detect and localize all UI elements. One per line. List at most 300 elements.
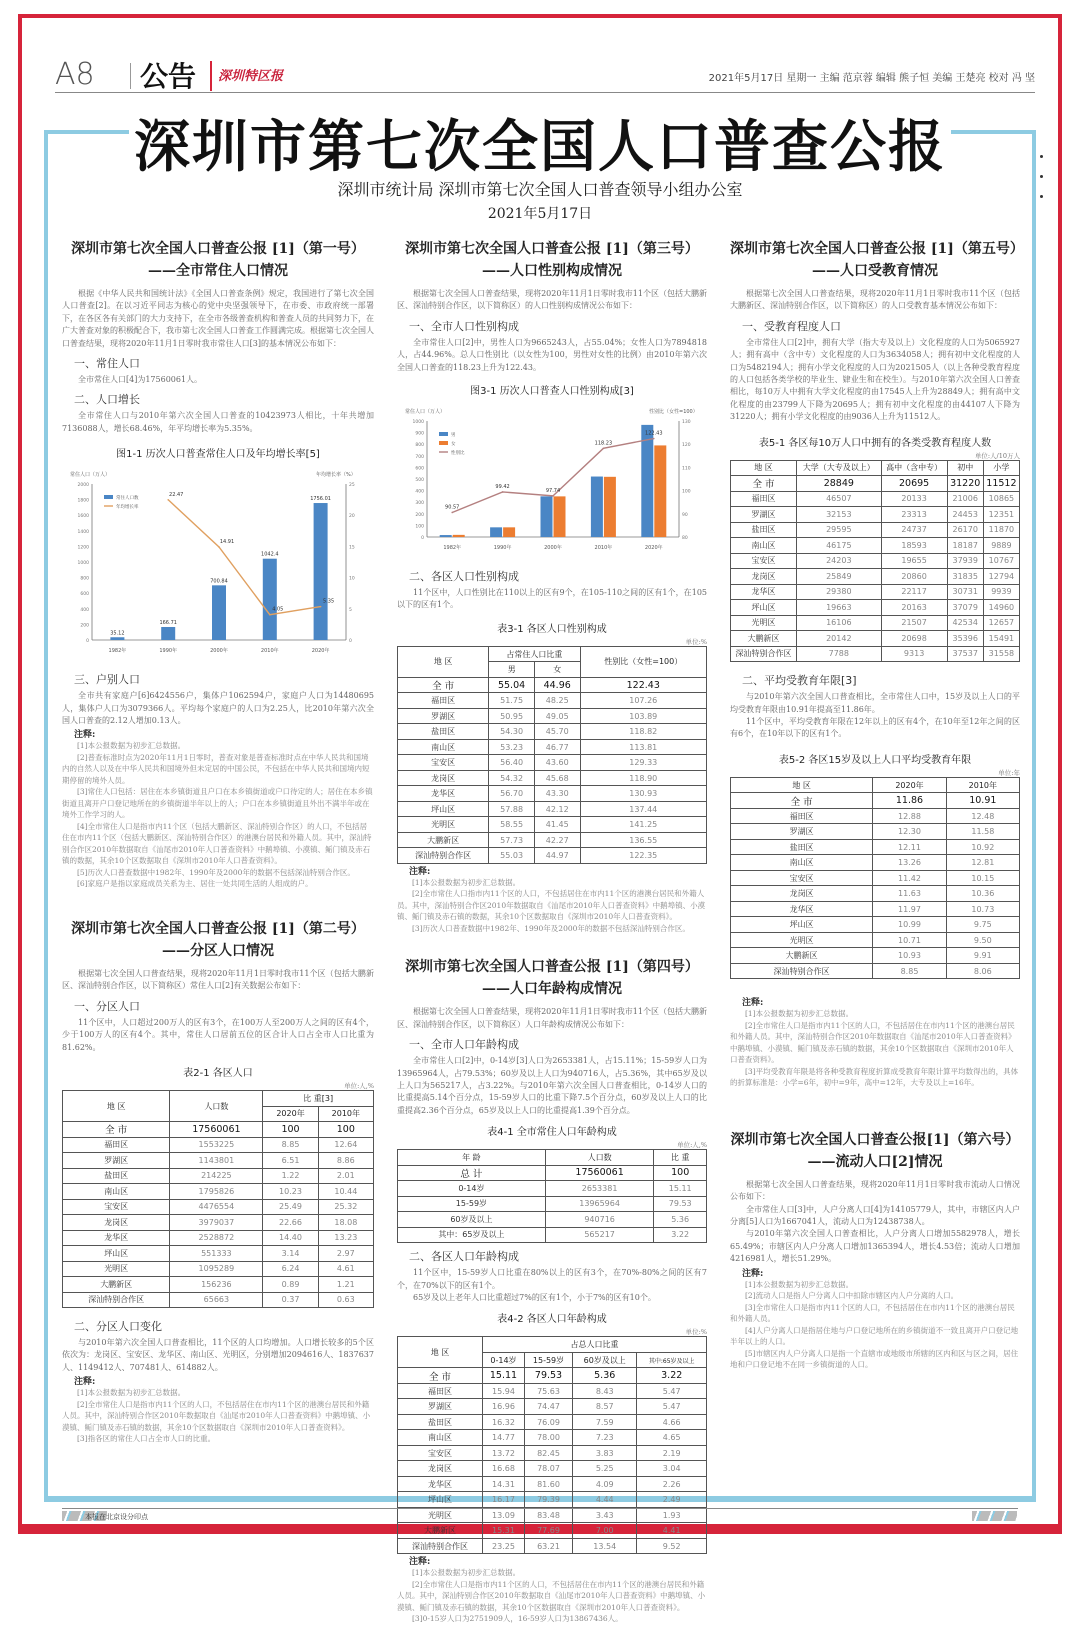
paragraph: 与2010年第六次全国人口普查相比，人户分离人口增加5582978人，增长65.49%；市辖区内人户分离人口增加1365394人，增长4.53倍；流动人口增加4216981人，增长51.29%。 [730, 1229, 1020, 1264]
column-header: 地 区 [398, 1337, 483, 1368]
bulletin-title: 深圳市第七次全国人口普查公报 [1]（第三号） [405, 241, 699, 257]
notes-heading: 注释: [74, 730, 96, 741]
line-point [502, 491, 504, 493]
table-cell: 7.59 [573, 1414, 637, 1430]
table-cell: 42.27 [534, 832, 580, 848]
line-data-label: 99.42 [495, 483, 510, 490]
bulletin-subtitle: ——人口性别构成情况 [482, 263, 622, 279]
bulletin-title: 深圳市第七次全国人口普查公报 [1]（第二号） [71, 920, 365, 937]
bulletin-2 [62, 918, 374, 1445]
table-cell: 8.85 [873, 963, 946, 979]
y2-axis-label: 年均增长率（%） [316, 472, 356, 479]
table-row [731, 553, 1020, 569]
bulletin-title: 深圳市第七次全国人口普查公报 [1]（第四号） [405, 959, 699, 976]
table-cell: 28849 [797, 476, 882, 492]
table-row [398, 1445, 707, 1461]
column-header: 15-59岁 [524, 1352, 572, 1368]
y-axis-label: 常住人口（万人） [405, 409, 446, 416]
table-cell: 0.37 [263, 1292, 318, 1308]
row-label: 15-59岁 [398, 1196, 546, 1212]
table-cell: 15.11 [654, 1181, 707, 1197]
table-cell: 1.21 [318, 1277, 373, 1293]
table-cell: 9313 [881, 646, 947, 662]
paragraph: 与2010年第六次全国人口普查相比，11个区的人口均增加。人口增长较多的5个区依次为：龙岗区、宝安区、龙华区、南山区、光明区，分别增加2094616人、1837637人、1149412人、707481人、614882人。 [62, 1338, 374, 1372]
table-cell: 136.55 [580, 832, 706, 848]
row-label: 全 市 [731, 476, 797, 492]
column-header: 60岁及以上 [573, 1352, 637, 1368]
table-cell: 129.33 [580, 755, 706, 771]
note: [2]全市常住人口是指市内11个区的人口，不包括居住在市内11个区的港澳台居民和外籍人员。其中，深汕特别合作区2010年数据取自《汕尾市2010年人口普查资料》中鹅埠镇、小漠镇、鲘门镇及赤石镇的数据，其余10个区数据取自《深圳市2010年人口普查资料》。 [730, 1020, 1016, 1065]
column-header: 初中 [947, 460, 983, 476]
bulletin-subtitle: ——人口年龄构成情况 [482, 981, 622, 998]
note: [2]全市常住人口指市内11个区的人口，不包括居住在市内11个区的港澳台居民和外籍人员。其中，深汕特别合作区2010年数据取自《汕尾市2010年人口普查资料》中鹅埠镇、小漠镇、鲘门镇及赤石镇的数据，其余10个区数据取自《深圳市2010年人口普查资料》。 [397, 889, 706, 922]
y-tick-label: 1400 [77, 530, 89, 536]
y-tick-label: 0 [86, 639, 89, 645]
margin-dot [1040, 175, 1043, 178]
table-caption: 表2-1 各区人口 [183, 1068, 253, 1079]
table-row [63, 1168, 374, 1184]
footer-text: 本报在北京设分印点 [85, 1513, 148, 1521]
table-cell: 113.81 [580, 739, 706, 755]
table-cell: 7.00 [573, 1523, 637, 1539]
table-cell: 12351 [983, 507, 1019, 523]
section-heading: 二、各区人口年龄构成 [409, 1250, 519, 1264]
legend-swatch [439, 441, 448, 445]
table-cell: 45.68 [534, 770, 580, 786]
margin-dot [1040, 155, 1043, 158]
table-cell: 10767 [983, 553, 1019, 569]
table-row [63, 1215, 374, 1231]
y-tick-label: 1000 [77, 561, 89, 567]
table-district-population [62, 1090, 374, 1308]
paragraph: 全市常住人口与2010年第六次全国人口普查的10423973人相比，十年共增加7136088人，增长68.46%，年平均增长率为5.35%。 [62, 411, 374, 433]
row-label: 福田区 [398, 1383, 483, 1399]
table-row [731, 917, 1020, 933]
table-cell: 18593 [881, 538, 947, 554]
paragraph: 全市常住人口[3]中，人户分离人口[4]为14105779人，其中，市辖区内人户分离[5]人口为1667041人，流动人口为12438738人。 [730, 1204, 1020, 1226]
publish-date: 2021年5月17日 [487, 206, 593, 222]
table-cell: 23.25 [482, 1538, 524, 1554]
table-cell: 8.57 [573, 1399, 637, 1415]
row-label: 龙岗区 [63, 1215, 170, 1231]
table-row [398, 1165, 707, 1181]
table-cell: 54.32 [489, 770, 535, 786]
row-label: 坪山区 [731, 917, 873, 933]
note: [2]普查标准时点为2020年11月1日零时，普查对象是普查标准时点在中华人民共和国境内的自然人以及在中华人民共和国境外但未定居的中国公民，不包括在中华人民共和国境内短期停留的境外人员。 [62, 752, 370, 785]
table-body [398, 677, 707, 863]
table-cell: 2.19 [637, 1445, 707, 1461]
row-label: 龙华区 [731, 584, 797, 600]
line-point [269, 614, 271, 616]
series-line [452, 439, 654, 513]
row-label: 盐田区 [398, 724, 489, 740]
table-row [398, 1476, 707, 1492]
column-header: 0-14岁 [482, 1352, 524, 1368]
table-cell: 76.09 [524, 1414, 572, 1430]
y2-tick-label: 0 [349, 639, 352, 645]
section-heading: 二、分区人口变化 [74, 1320, 162, 1333]
footer-rule [62, 1508, 1018, 1509]
row-label: 坪山区 [63, 1246, 170, 1262]
column-header: 比 重 [654, 1150, 707, 1166]
table-cell: 56.70 [489, 786, 535, 802]
bulletin-intro: 根据第七次全国人口普查结果，现将2020年11月1日零时我市11个区（包括大鹏新区、深汕特别合作区，以下简称区）人口年龄构成情况公布如下： [397, 1007, 707, 1029]
table-sex-composition [397, 646, 707, 864]
column-header: 男 [489, 662, 535, 678]
header-red-divider [210, 61, 212, 91]
table-row [398, 724, 707, 740]
note: [1]本公报数据为初步汇总数据。 [412, 877, 521, 887]
table-row [398, 708, 707, 724]
table-cell: 1143801 [170, 1153, 263, 1169]
y-tick-label: 400 [80, 608, 89, 614]
table-cell: 8.06 [946, 963, 1019, 979]
table-row [63, 1292, 374, 1308]
table-row [398, 848, 707, 864]
section-heading: 一、全市人口性别构成 [409, 319, 519, 333]
table-row [63, 1246, 374, 1262]
table-cell: 2528872 [170, 1230, 263, 1246]
notes-heading: 注释: [409, 866, 431, 877]
footer-stripe-right [972, 1511, 1017, 1521]
table-cell: 31220 [947, 476, 983, 492]
table-row [398, 801, 707, 817]
table-cell: 0.89 [263, 1277, 318, 1293]
bar [263, 559, 277, 640]
row-label: 罗湖区 [63, 1153, 170, 1169]
y2-tick-label: 15 [349, 545, 355, 551]
line-point [320, 606, 322, 608]
bar [440, 535, 452, 537]
table-cell: 20163 [881, 600, 947, 616]
table-cell: 41.45 [534, 817, 580, 833]
row-label: 南山区 [398, 1430, 483, 1446]
table-row [731, 932, 1020, 948]
table-cell: 24453 [947, 507, 983, 523]
row-label: 盐田区 [63, 1168, 170, 1184]
table-cell: 16.32 [482, 1414, 524, 1430]
y-tick-label: 200 [415, 512, 424, 518]
table-cell: 82.45 [524, 1445, 572, 1461]
table-cell: 37537 [947, 646, 983, 662]
column-header: 地 区 [398, 646, 489, 677]
note: [1]本公报数据为初步汇总数据。 [412, 1568, 521, 1578]
chart-population-growth [62, 462, 374, 662]
chart-sex-composition [397, 399, 707, 559]
row-label: 龙华区 [63, 1230, 170, 1246]
table-cell: 1.93 [637, 1507, 707, 1523]
paragraph: 11个区中，人口性别比在110以上的区有9个，在105-110之间的区有1个，在105以下的区有1个。 [397, 588, 707, 610]
paragraph: 11个区中，15-59岁人口比重在80%以上的区有3个，在70%-80%之间的区有7个，在70%以下的区有1个。 [397, 1268, 707, 1290]
section-heading: 二、各区人口性别构成 [409, 570, 519, 584]
line-point [167, 499, 169, 501]
table-cell: 5.47 [637, 1399, 707, 1415]
issuer: 深圳市统计局 深圳市第七次全国人口普查领导小组办公室 [337, 180, 743, 199]
table-cell: 46.77 [534, 739, 580, 755]
table-cell: 8.86 [318, 1153, 373, 1169]
table-cell: 10.93 [873, 948, 946, 964]
note: [3]平均受教育年限是将各种受教育程度折算成受教育年限计算平均数得出的，具体的折算标准是：小学=6年，初中=9年，高中=12年，大专及以上=16年。 [730, 1066, 1019, 1088]
row-label: 总 计 [398, 1165, 546, 1181]
table-cell: 78.07 [524, 1461, 572, 1477]
table-row [398, 1212, 707, 1228]
table-cell: 4.41 [637, 1523, 707, 1539]
paragraph: 全市常住人口[2]中，男性人口为9665243人，占55.04%；女性人口为7894818人，占44.96%。总人口性别比（以女性为100，男性对女性的比例）由2010年第六次全国人口普查的118.23上升为122.43。 [397, 337, 707, 372]
table-cell: 14.31 [482, 1476, 524, 1492]
chart-caption: 图1-1 历次人口普查常住人口及年均增长率[5] [116, 449, 320, 461]
x-tick-label: 1990年 [159, 648, 178, 655]
table-cell: 46175 [797, 538, 882, 554]
y2-tick-label: 20 [349, 514, 355, 520]
bulletin-5 [730, 238, 1024, 1089]
table-cell: 13.09 [482, 1507, 524, 1523]
table-cell: 37079 [947, 600, 983, 616]
table-row [398, 739, 707, 755]
line-point [552, 495, 554, 497]
table-cell: 81.60 [524, 1476, 572, 1492]
table-cell: 4.44 [573, 1492, 637, 1508]
table-cell: 214225 [170, 1168, 263, 1184]
table-age-structure [397, 1149, 707, 1243]
table-row [398, 786, 707, 802]
notes-heading: 注释: [742, 1268, 764, 1279]
y-tick-label: 100 [415, 524, 424, 530]
column-middle [397, 238, 707, 1625]
paragraph: 全市共有家庭户[6]6424556户，集体户1062594户，家庭户人口为14480695人，集体户人口为3079366人。平均每个家庭户的人口为2.25人，比2010年第六次全国人口普查的2.12人增加0.13人。 [62, 691, 374, 726]
table-row [63, 1277, 374, 1293]
section-heading: 二、平均受教育年限[3] [742, 674, 857, 688]
table-cell: 4.66 [637, 1414, 707, 1430]
table-cell: 5.25 [573, 1461, 637, 1477]
table-row [398, 1492, 707, 1508]
row-label: 南山区 [731, 538, 797, 554]
table-cell: 16.96 [482, 1399, 524, 1415]
x-tick-label: 2010年 [594, 545, 613, 552]
table-cell: 15491 [983, 631, 1019, 647]
bulletin-1 [62, 238, 374, 890]
row-label: 深汕特别合作区 [398, 1538, 483, 1554]
table-cell: 53.23 [489, 739, 535, 755]
table-cell: 10.36 [946, 886, 1019, 902]
table-cell: 10.44 [318, 1184, 373, 1200]
table-cell: 37939 [947, 553, 983, 569]
table-cell: 17560061 [170, 1122, 263, 1138]
table-cell: 3.04 [637, 1461, 707, 1477]
table-cell: 31835 [947, 569, 983, 585]
table-cell: 48.25 [534, 693, 580, 709]
bulletin-intro: 根据第七次全国人口普查结果，现将2020年11月1日零时我市11个区（包括大鹏新区、深汕特别合作区，以下简称区）的人口受教育基本情况公布如下： [730, 289, 1020, 311]
bulletin-3 [397, 238, 707, 934]
table-cell: 6.24 [263, 1261, 318, 1277]
table-cell: 1.22 [263, 1168, 318, 1184]
chart-caption: 图3-1 历次人口普查人口性别构成[3] [470, 386, 634, 398]
column-header: 性别比（女性=100） [580, 646, 706, 677]
table-cell: 44.96 [534, 677, 580, 693]
table-cell: 12.64 [318, 1137, 373, 1153]
bar-data-label: 1042.4 [261, 551, 279, 558]
row-label: 光明区 [731, 932, 873, 948]
header-meta: 2021年5月17日 星期一 主编 范京蓉 编辑 熊子恒 美编 王楚亮 校对 冯 坚 [708, 73, 1035, 84]
paragraph: 根据第七次全国人口普查结果，现将2020年11月1日零时我市流动人口情况公布如下： [730, 1179, 1020, 1202]
y-tick-label: 1800 [77, 498, 89, 504]
column-header: 2010年 [318, 1106, 373, 1122]
paragraph: 11个区中，平均受教育年限在12年以上的区有4个，在10年至12年之间的区有6个，在10年以下的区有1个。 [730, 716, 1020, 739]
newspaper-logo: 深圳特区报 [218, 69, 284, 84]
table-row [398, 1227, 707, 1243]
notes-heading: 注释: [742, 998, 764, 1009]
table-cell: 11.63 [873, 886, 946, 902]
table-cell: 17560061 [545, 1165, 654, 1181]
bulletin-title: 深圳市第七次全国人口普查公报[1]（第六号） [730, 1131, 1020, 1148]
row-label: 0-14岁 [398, 1181, 546, 1197]
table-cell: 10.73 [946, 901, 1019, 917]
x-tick-label: 2020年 [644, 545, 663, 552]
legend-label: 女 [451, 442, 456, 448]
header-divider [130, 63, 131, 89]
table-cell: 3.83 [573, 1445, 637, 1461]
table-cell: 4.61 [318, 1261, 373, 1277]
column-header: 高中（含中专） [881, 460, 947, 476]
table-body [398, 1165, 707, 1243]
row-label: 深汕特别合作区 [731, 963, 873, 979]
row-label: 福田区 [63, 1137, 170, 1153]
row-label: 大鹏新区 [731, 948, 873, 964]
table-cell: 9.75 [946, 917, 1019, 933]
table-cell: 100 [654, 1165, 707, 1181]
legend-swatch [439, 432, 448, 436]
table-row [731, 569, 1020, 585]
table-row [731, 839, 1020, 855]
section-heading: 一、常住人口 [74, 357, 140, 371]
table-cell: 50.95 [489, 708, 535, 724]
table-cell: 20142 [797, 631, 882, 647]
table-district-age [397, 1336, 707, 1554]
table-cell: 130.93 [580, 786, 706, 802]
table-cell: 3.22 [654, 1227, 707, 1243]
column-header: 女 [534, 662, 580, 678]
y-tick-label: 700 [415, 454, 424, 460]
table-cell: 44.97 [534, 848, 580, 864]
column-header: 2020年 [873, 777, 946, 793]
table-cell: 12657 [983, 615, 1019, 631]
table-body [731, 476, 1020, 662]
table-cell: 24203 [797, 553, 882, 569]
table-cell: 1553225 [170, 1137, 263, 1153]
column-header: 占总人口比重 [482, 1337, 706, 1353]
row-label: 全 市 [398, 1368, 483, 1384]
table-cell: 14.40 [263, 1230, 318, 1246]
table-row [398, 770, 707, 786]
table-cell: 79.39 [524, 1492, 572, 1508]
row-label: 龙岗区 [398, 770, 489, 786]
section-name: 公告 [140, 60, 197, 93]
note: [1]本公报数据为初步汇总数据。 [745, 1009, 854, 1019]
table-cell: 21006 [947, 491, 983, 507]
table-cell: 15.94 [482, 1383, 524, 1399]
column-header: 小学 [983, 460, 1019, 476]
table-cell: 42.12 [534, 801, 580, 817]
row-label: 60岁及以上 [398, 1212, 546, 1228]
table-row [731, 538, 1020, 554]
table-cell: 11.58 [946, 824, 1019, 840]
table-cell: 78.00 [524, 1430, 572, 1446]
table-cell: 57.73 [489, 832, 535, 848]
column-header: 地 区 [731, 777, 873, 793]
table-cell: 10.71 [873, 932, 946, 948]
table-cell: 12794 [983, 569, 1019, 585]
table-cell: 11512 [983, 476, 1019, 492]
line-data-label: 14.91 [219, 539, 235, 546]
x-tick-label: 1982年 [108, 648, 127, 655]
row-label: 龙华区 [398, 786, 489, 802]
row-label: 深汕特别合作区 [398, 848, 489, 864]
bar [654, 445, 666, 537]
table-cell: 0.63 [318, 1292, 373, 1308]
table-row [63, 1153, 374, 1169]
bar [490, 527, 502, 537]
table-unit: 单位:% [685, 1328, 707, 1337]
row-label: 全 市 [731, 793, 873, 809]
table-cell: 20860 [881, 569, 947, 585]
bulletin-intro: 根据《中华人民共和国统计法》《全国人口普查条例》规定，我国进行了第七次全国人口普查[2]。在以习近平同志为核心的党中央坚强领导下，在市委、市政府统一部署下，在各区各有关部门的大力支持下，在全市各级普查机构和普查人员的共同努力下，在广大普查对象的积极配合下，我市第七次全国人口普查工作圆满完成。根据第七次全国人口普查结果，现将2020年11月1日零时我市常住人口[3]的基本情况公布如下： [62, 289, 374, 348]
paragraph: 全市常住人口[4]为17560061人。 [78, 375, 203, 385]
y-tick-label: 800 [415, 443, 424, 449]
row-label: 其中：65岁及以上 [398, 1227, 546, 1243]
table-row [398, 817, 707, 833]
table-unit: 单位:人,% [677, 1141, 707, 1150]
bar [554, 496, 566, 537]
table-cell: 55.04 [489, 677, 535, 693]
page-number: A8 [55, 57, 95, 92]
line-data-label: 118.23 [594, 440, 613, 447]
paragraph: 全市常住人口[2]中，0-14岁[3]人口为2653381人，占15.11%；15-59岁人口为13965964人，占79.53%；60岁及以上人口为940716人，占5.36%，其中65岁及以上人口为565217人，占3.22%。与2010年第六次全国人口普查相比，0-14岁人口的比重提高5.14个百分点，15-59岁人口的比重下降7.5个百分点，60岁及以上人口的比重提高2.36个百分点，65岁及以上人口的比重提高1.39个百分点。 [397, 1056, 707, 1115]
table-cell: 31558 [983, 646, 1019, 662]
row-label: 龙华区 [398, 1476, 483, 1492]
table-caption: 表5-2 各区15岁及以上人口平均受教育年限 [778, 754, 972, 766]
table-caption: 表4-1 全市常住人口年龄构成 [487, 1127, 617, 1139]
table-cell: 10.15 [946, 870, 1019, 886]
bar [591, 477, 603, 537]
table-cell: 49.05 [534, 708, 580, 724]
bulletin-title: 深圳市第七次全国人口普查公报 [1]（第一号） [71, 241, 365, 257]
table-cell: 26170 [947, 522, 983, 538]
y2-tick-label: 110 [682, 466, 691, 472]
table-cell: 20698 [881, 631, 947, 647]
line-point [653, 438, 655, 440]
table-cell: 11870 [983, 522, 1019, 538]
row-label: 宝安区 [398, 1445, 483, 1461]
table-row [398, 693, 707, 709]
table-cell: 2.97 [318, 1246, 373, 1262]
row-label: 南山区 [731, 855, 873, 871]
table-cell: 9889 [983, 538, 1019, 554]
note: [2]流动人口是指人户分离人口中扣除市辖区内人户分离的人口。 [745, 1291, 959, 1301]
bulletin-subtitle: ——分区人口情况 [162, 942, 274, 959]
table-cell: 9.50 [946, 932, 1019, 948]
note: [2]全市常住人口是指市内11个区的人口，不包括居住在市内11个区的港澳台居民和外籍人员。其中，深汕特别合作区2010年数据取自《汕尾市2010年人口普查资料》中鹅埠镇、小漠镇、鲘门镇及赤石镇的数据，其余10个区数据取自《深圳市2010年人口普查资料》。 [62, 1399, 371, 1432]
bulletin-intro: 根据第七次全国人口普查结果，现将2020年11月1日零时我市11个区（包括大鹏新区、深汕特别合作区，以下简称区）的人口性别构成情况公布如下： [397, 289, 707, 311]
bar-data-label: 166.71 [159, 620, 177, 627]
table-cell: 13.72 [482, 1445, 524, 1461]
table-cell: 11.42 [873, 870, 946, 886]
row-label: 龙岗区 [398, 1461, 483, 1477]
y2-tick-label: 80 [682, 536, 688, 542]
row-label: 罗湖区 [731, 507, 797, 523]
row-label: 全 市 [398, 677, 489, 693]
x-tick-label: 2000年 [544, 545, 562, 552]
table-cell: 15.11 [482, 1368, 524, 1384]
table-cell: 16.68 [482, 1461, 524, 1477]
